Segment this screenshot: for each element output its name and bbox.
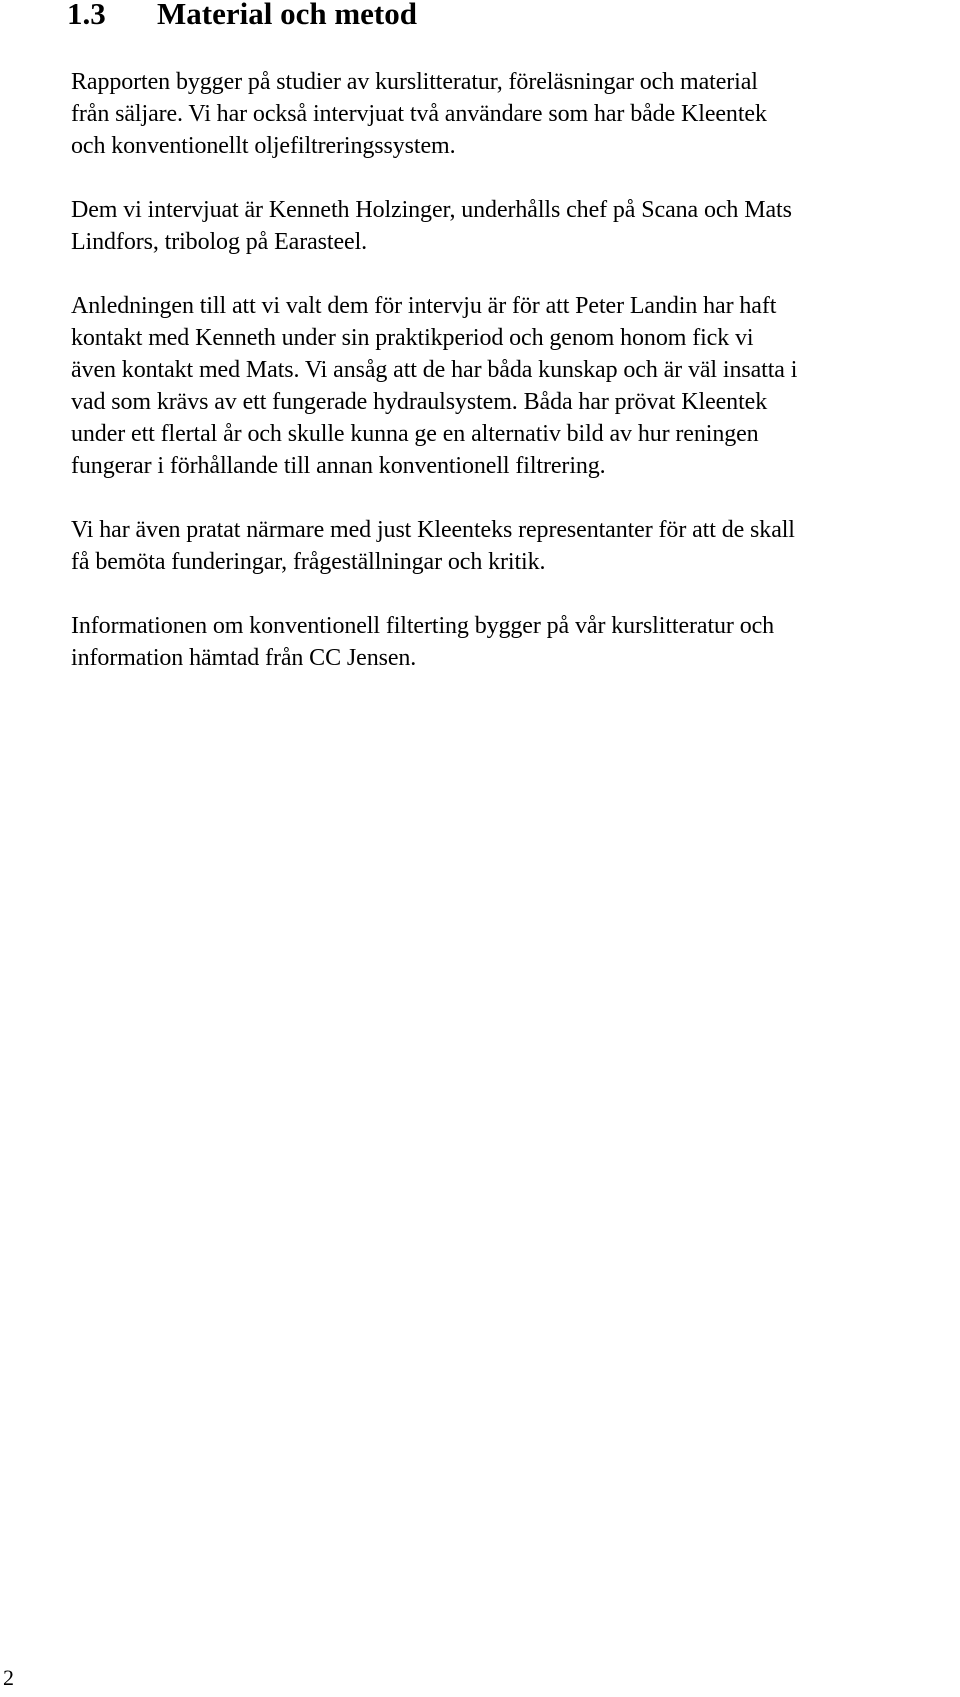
text-line: och konventionellt oljefiltreringssystem. [71,133,456,159]
text-line: information hämtad från CC Jensen. [71,645,417,671]
text-line: från säljare. Vi har också intervjuat två användare som har både Kleentek [71,101,767,127]
body-text [71,66,951,706]
paragraph-reason [71,290,951,482]
section-number: 1.3 [67,0,106,31]
paragraph-conventional-info [71,610,951,674]
paragraph-sources [71,66,951,162]
section-heading [67,0,417,34]
paragraph-representatives [71,514,951,578]
section-title: Material och metod [157,0,417,31]
paragraph-interviewees [71,194,951,258]
text-line: Vi har även pratat närmare med just Kleenteks representanter för att de skall [71,517,795,543]
page-number: 2 [3,1665,14,1690]
text-line: Anledningen till att vi valt dem för intervju är för att Peter Landin har haft [71,293,777,319]
text-line: kontakt med Kenneth under sin praktikperiod och genom honom fick vi [71,325,754,351]
text-line: fungerar i förhållande till annan konventionell filtrering. [71,453,606,479]
text-line: Dem vi intervjuat är Kenneth Holzinger, underhålls chef på Scana och Mats [71,197,792,223]
text-line: Rapporten bygger på studier av kurslitteratur, föreläsningar och material [71,69,758,95]
text-line: Lindfors, tribolog på Earasteel. [71,229,368,255]
text-line: få bemöta funderingar, frågeställningar och kritik. [71,549,546,575]
text-line: under ett flertal år och skulle kunna ge en alternativ bild av hur reningen [71,421,759,447]
text-line: vad som krävs av ett fungerade hydraulsystem. Båda har prövat Kleentek [71,389,768,415]
text-line: Informationen om konventionell filterting bygger på vår kurslitteratur och [71,613,775,639]
text-line: även kontakt med Mats. Vi ansåg att de har båda kunskap och är väl insatta i [71,357,798,383]
